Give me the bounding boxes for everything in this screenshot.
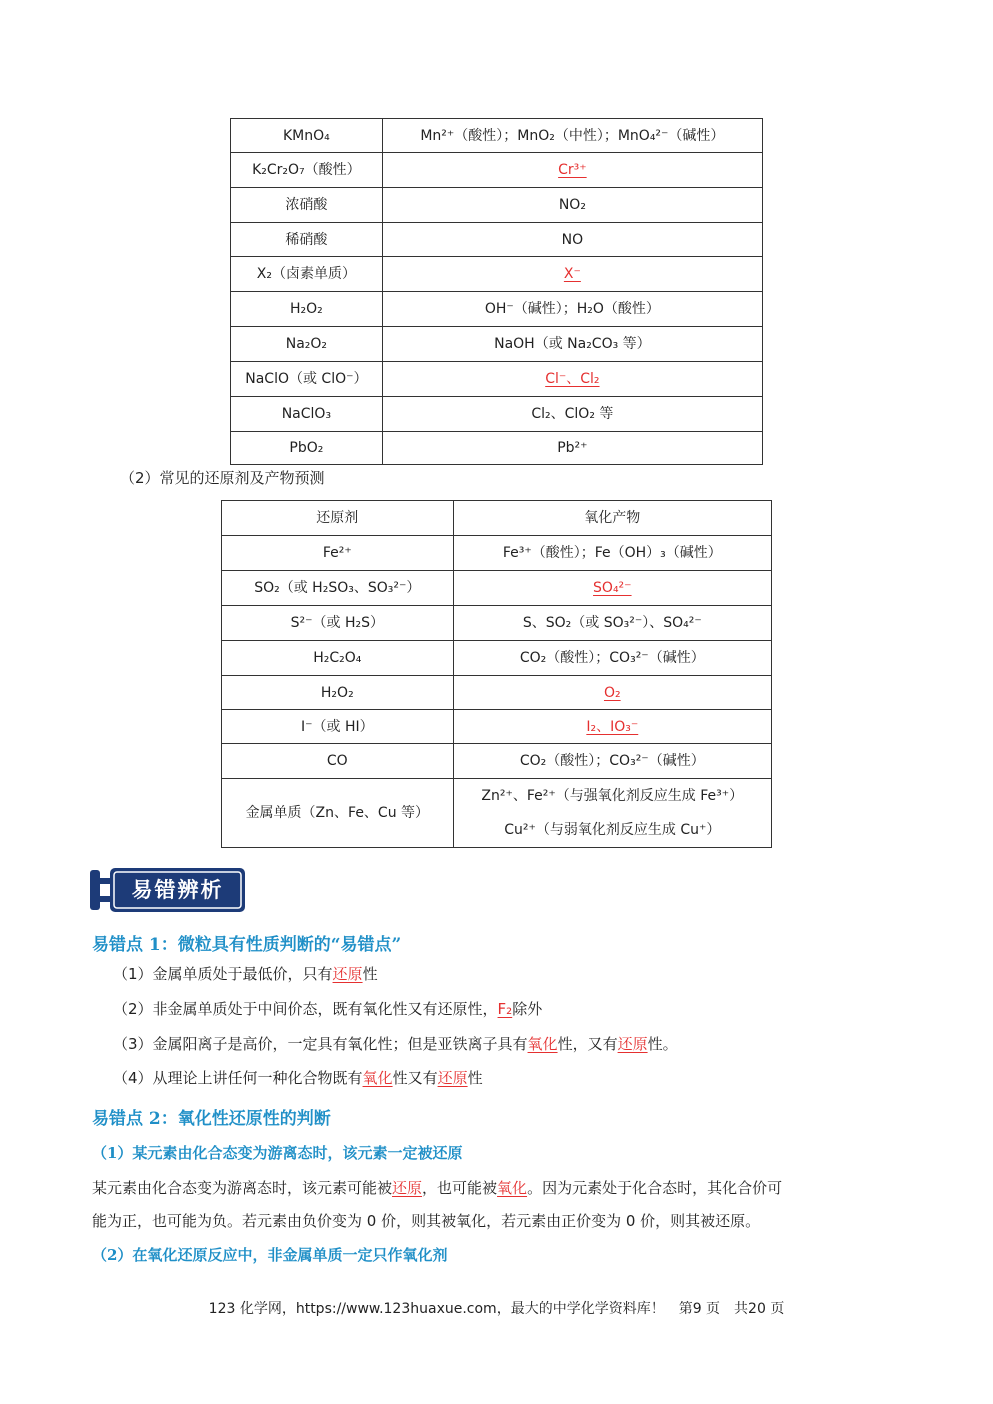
oxidant-cell: X₂（卤素单质） — [231, 257, 383, 292]
table-row — [231, 257, 763, 292]
item-text: （2）非金属单质处于中间价态，既有氧化性又有还原性， — [113, 1000, 498, 1018]
product-text: SO₄²⁻ — [593, 580, 632, 596]
point2-title: 易错点 2：氧化性还原性的判断 — [92, 1109, 331, 1129]
oxidant-cell: NaClO（或 ClO⁻） — [231, 362, 383, 397]
answer-text: 氧化 — [527, 1035, 558, 1053]
item-text: （4）从理论上讲任何一种化合物既有 — [113, 1069, 363, 1087]
product-text: Mn²⁺（酸性）；MnO₂（中性）；MnO₄²⁻（碱性） — [420, 127, 725, 144]
oxidant-cell: 稀硝酸 — [231, 223, 383, 257]
point2-sub2: （2）在氧化还原反应中，非金属单质一定只作氧化剂 — [92, 1246, 448, 1264]
section2-title: （2）常见的还原剂及产物预测 — [120, 469, 325, 487]
reduction-product-cell — [382, 432, 762, 465]
table-row — [222, 744, 772, 779]
para-text: ，也可能被 — [422, 1179, 498, 1197]
oxidation-product-cell — [453, 779, 771, 848]
product-text: Pb²⁺ — [557, 440, 588, 456]
table-row — [222, 710, 772, 744]
oxidation-product-cell — [453, 710, 771, 744]
table-row — [222, 779, 772, 848]
oxidation-product-cell — [453, 536, 771, 571]
point2-paragraph-line1 — [92, 1178, 782, 1198]
reduction-product-cell — [382, 223, 762, 257]
page-footer: 123 化学网，https://www.123huaxue.com，最大的中学化学资料库！ 第9 页 共20 页 — [208, 1301, 785, 1317]
product-text: Cr³⁺ — [558, 162, 587, 178]
answer-oxidation: 氧化 — [497, 1179, 528, 1197]
product-text: OH⁻（碱性）；H₂O（酸性） — [484, 301, 660, 317]
oxidation-product-cell — [453, 641, 771, 676]
reduction-product-cell — [382, 362, 762, 397]
oxidant-cell: K₂Cr₂O₇（酸性） — [231, 153, 383, 188]
para-text: 。因为元素处于化合态时，其化合价可 — [527, 1179, 783, 1197]
product-text: Fe³⁺（酸性）；Fe（OH）₃（碱性） — [502, 545, 722, 561]
table-row — [231, 327, 763, 362]
answer-text: 还原 — [437, 1069, 468, 1087]
point2-sub1: （1）某元素由化合态变为游离态时，该元素一定被还原 — [92, 1144, 463, 1162]
answer-text: 氧化 — [362, 1069, 393, 1087]
item-text: 性 — [467, 1069, 483, 1087]
oxidant-cell: H₂O₂ — [231, 292, 383, 327]
reductant-product-table — [221, 500, 772, 848]
answer-text: 还原 — [332, 965, 363, 983]
product-text: X⁻ — [563, 266, 581, 282]
oxidation-product-cell — [453, 571, 771, 606]
reductant-cell: Fe²⁺ — [222, 536, 454, 571]
table-header-row — [222, 501, 772, 536]
table-row — [231, 188, 763, 223]
product-text: Cl₂、ClO₂ 等 — [531, 406, 614, 422]
oxidant-cell: 浓硝酸 — [231, 188, 383, 223]
reduction-product-cell — [382, 292, 762, 327]
item-text: 性又有 — [392, 1069, 438, 1087]
oxidation-product-cell — [453, 744, 771, 779]
header-oxidation-product: 氧化产物 — [453, 501, 771, 536]
reductant-cell: CO — [222, 744, 454, 779]
product-text: NO₂ — [558, 197, 586, 213]
product-text: Cl⁻、Cl₂ — [545, 371, 600, 387]
banner-label: 易错辨析 — [131, 878, 224, 902]
table-row — [231, 119, 763, 153]
product-text: I₂、IO₃⁻ — [586, 718, 639, 735]
table-row — [222, 641, 772, 676]
item-text: 性。 — [647, 1035, 678, 1053]
para-text: 某元素由化合态变为游离态时，该元素可能被 — [92, 1179, 393, 1197]
table-row — [231, 292, 763, 327]
reduction-product-cell — [382, 257, 762, 292]
point2-paragraph-line2: 能为正，也可能为负。若元素由负价变为 0 价，则其被氧化，若元素由正价变为 0 价，则其被还原。 — [92, 1212, 761, 1230]
item-text: （1）金属单质处于最低价，只有 — [113, 965, 333, 983]
reduction-product-cell — [382, 397, 762, 432]
table-row — [231, 397, 763, 432]
product-line-2: Cu²⁺（与弱氧化剂反应生成 Cu⁺） — [504, 822, 721, 838]
reductant-cell: SO₂（或 H₂SO₃、SO₃²⁻） — [222, 571, 454, 606]
header-reductant: 还原剂 — [222, 501, 454, 536]
item-text: 除外 — [512, 1000, 543, 1018]
oxidation-product-cell — [453, 676, 771, 710]
answer-reduction: 还原 — [392, 1179, 423, 1197]
table-row — [222, 676, 772, 710]
point1-item — [113, 1034, 678, 1054]
product-text: NO — [561, 231, 584, 248]
oxidant-product-table — [230, 118, 763, 465]
reductant-cell: 金属单质（Zn、Fe、Cu 等） — [222, 779, 454, 848]
reductant-cell: H₂O₂ — [222, 676, 454, 710]
table-row — [231, 432, 763, 465]
table-row — [231, 223, 763, 257]
answer-text: F₂ — [497, 1000, 513, 1018]
point1-item — [113, 999, 542, 1019]
reductant-cell: I⁻（或 HI） — [222, 710, 454, 744]
reductant-cell: S²⁻（或 H₂S） — [222, 606, 454, 641]
table-row — [231, 153, 763, 188]
section-banner — [90, 866, 247, 914]
product-text: CO₂（酸性）；CO₃²⁻（碱性） — [519, 753, 705, 769]
table-row — [222, 536, 772, 571]
product-line-1: Zn²⁺、Fe²⁺（与强氧化剂反应生成 Fe³⁺） — [481, 788, 744, 804]
table-row — [222, 571, 772, 606]
point1-title: 易错点 1：微粒具有性质判断的“易错点” — [92, 935, 402, 955]
oxidation-product-cell — [453, 606, 771, 641]
table-row — [231, 362, 763, 397]
product-text: S、SO₂（或 SO₃²⁻）、SO₄²⁻ — [522, 615, 702, 631]
reduction-product-cell — [382, 153, 762, 188]
product-text: CO₂（酸性）；CO₃²⁻（碱性） — [519, 650, 705, 666]
oxidant-cell: KMnO₄ — [231, 119, 383, 153]
reductant-cell: H₂C₂O₄ — [222, 641, 454, 676]
item-text: 性 — [362, 965, 378, 983]
reduction-product-cell — [382, 119, 762, 153]
item-text: （3）金属阳离子是高价，一定具有氧化性；但是亚铁离子具有 — [113, 1035, 528, 1053]
reduction-product-cell — [382, 327, 762, 362]
answer-text: 还原 — [617, 1035, 648, 1053]
oxidant-cell: NaClO₃ — [231, 397, 383, 432]
product-text: O₂ — [603, 684, 621, 701]
table-row — [222, 606, 772, 641]
reduction-product-cell — [382, 188, 762, 223]
item-text: 性，又有 — [557, 1035, 618, 1053]
point1-item — [113, 1068, 483, 1088]
oxidant-cell: PbO₂ — [231, 432, 383, 465]
oxidant-cell: Na₂O₂ — [231, 327, 383, 362]
product-text: NaOH（或 Na₂CO₃ 等） — [494, 336, 651, 352]
point1-item — [113, 964, 378, 984]
